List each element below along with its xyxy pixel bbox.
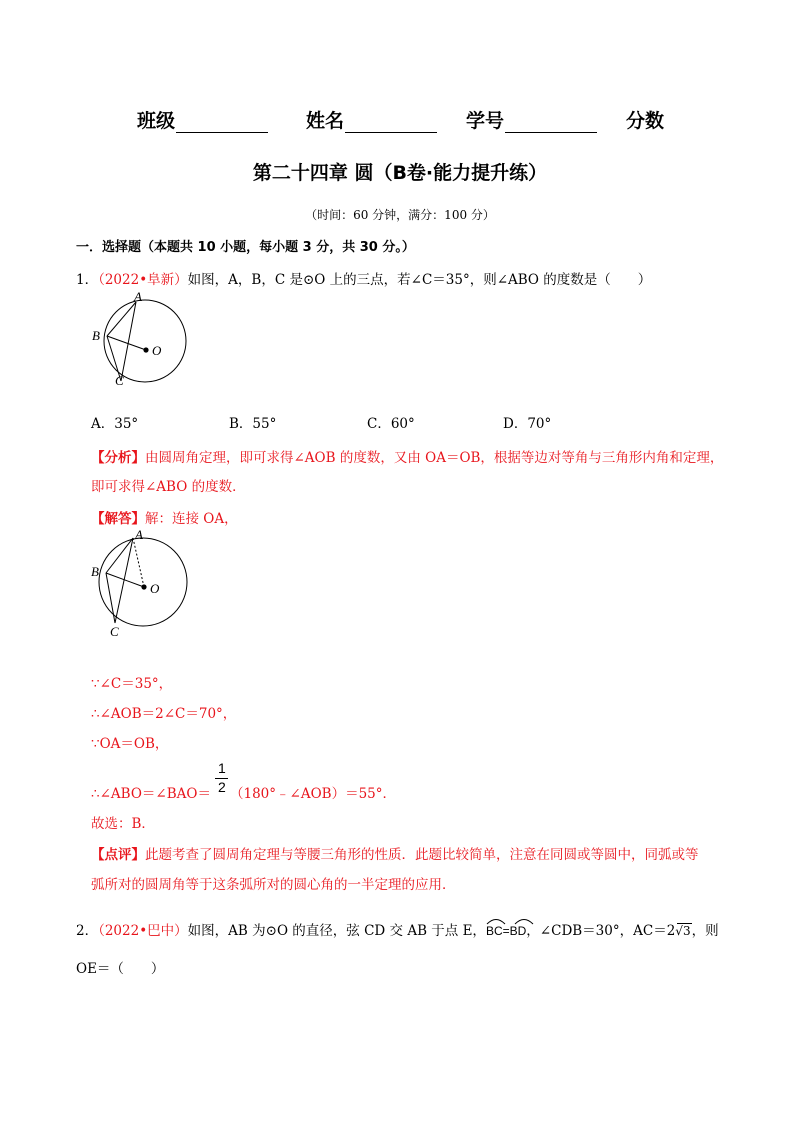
comment-line-2: 弧所对的圆周角等于这条弧所对的圆心角的一半定理的应用． — [91, 877, 456, 893]
number-field — [466, 106, 597, 133]
exam-info: （时间：60 分钟，满分：100 分） — [305, 208, 495, 222]
question-1 — [76, 268, 651, 288]
number-blank[interactable] — [505, 113, 597, 133]
question-2 — [76, 919, 719, 939]
question-number: 2． — [76, 923, 99, 939]
segment-bc — [106, 573, 115, 623]
question-source: （2022•阜新） — [98, 272, 188, 288]
step-2: ∴∠AOB＝2∠C＝70°， — [91, 706, 237, 722]
step-1: ∵∠C＝35°， — [91, 676, 173, 692]
student-info-header — [0, 106, 800, 132]
comment-line-1 — [91, 843, 699, 863]
label-b: B — [92, 328, 100, 343]
page-title: 第二十四章 圆（B卷·能力提升练） — [252, 162, 548, 184]
question-text: 如图，A，B，C 是⊙O 上的三点，若∠C＝35°，则∠ABO 的度数是（ ） — [187, 272, 652, 288]
option-c[interactable]: C．60° — [367, 416, 415, 432]
question-text-b: ，∠CDB＝30°，AC＝2 — [526, 923, 676, 939]
fraction-denominator: 2 — [218, 779, 226, 795]
score-field — [626, 106, 664, 133]
circle-figure-1 — [88, 292, 198, 388]
number-label: 学号 — [466, 110, 505, 132]
sqrt-expression: √3 — [675, 924, 691, 938]
question-source: （2022•巴中） — [98, 923, 188, 939]
arc-equation — [486, 924, 526, 938]
score-label: 分数 — [626, 110, 665, 132]
label-o: O — [152, 343, 162, 358]
analysis-text-1: 由圆周角定理，即可求得∠AOB 的度数，又由 OA＝OB，根据等边对等角与三角形内角和定理， — [145, 450, 724, 466]
label-c: C — [110, 624, 119, 638]
step-4-left: ∴∠ABO＝∠BAO＝ — [91, 786, 211, 802]
arc-equals: = — [502, 924, 510, 938]
analysis-line-1 — [91, 446, 723, 466]
arc-mark-1 — [486, 917, 506, 925]
class-blank[interactable] — [176, 113, 268, 133]
label-o: O — [150, 581, 160, 596]
answer-tag: 【解答】 — [91, 511, 145, 527]
question-2-line-2: OE＝（ ） — [76, 961, 165, 977]
option-a[interactable]: A．35° — [91, 416, 139, 432]
choice-line: 故选：B． — [91, 816, 155, 832]
fraction-numerator: 1 — [218, 760, 226, 776]
dashed-segment-ao — [133, 538, 144, 587]
answer-intro-line — [91, 507, 238, 527]
option-d[interactable]: D．70° — [503, 416, 552, 432]
section-heading: 一．选择题（本题共 10 小题，每小题 3 分，共 30 分。） — [76, 240, 415, 255]
class-field — [137, 106, 268, 133]
circle-outline — [104, 300, 186, 382]
arc-bd: BD — [509, 924, 527, 938]
step-4-right: （180°﹣∠AOB）＝55°． — [230, 786, 396, 802]
comment-tag: 【点评】 — [91, 847, 145, 863]
question-text-a: 如图，AB 为⊙O 的直径，弦 CD 交 AB 于点 E， — [187, 923, 486, 939]
segment-bo — [107, 336, 146, 350]
center-point — [143, 347, 148, 352]
analysis-tag: 【分析】 — [91, 450, 145, 466]
arc-mark-2 — [514, 917, 534, 925]
sqrt-value: 3 — [682, 924, 691, 938]
arc-bc: BC — [485, 924, 503, 938]
label-b: B — [91, 564, 99, 579]
name-label: 姓名 — [306, 110, 345, 132]
segment-ac — [115, 538, 133, 623]
name-blank[interactable] — [345, 113, 437, 133]
label-a: A — [134, 292, 142, 304]
center-point — [141, 584, 146, 589]
question-text-c: ，则 — [691, 923, 719, 939]
circle-figure-solution — [88, 530, 198, 638]
analysis-line-2: 即可求得∠ABO 的度数． — [91, 479, 246, 495]
label-c: C — [115, 373, 124, 388]
class-label: 班级 — [137, 110, 176, 132]
label-a: A — [135, 530, 143, 542]
option-b[interactable]: B．55° — [229, 416, 277, 432]
answer-intro: 解：连接 OA， — [145, 511, 238, 527]
question-number: 1． — [76, 272, 99, 288]
name-field — [306, 106, 437, 133]
comment-text-1: 此题考查了圆周角定理与等腰三角形的性质．此题比较简单，注意在同圆或等圆中，同弧或等 — [145, 847, 699, 863]
step-3: ∵OA＝OB， — [91, 736, 169, 752]
